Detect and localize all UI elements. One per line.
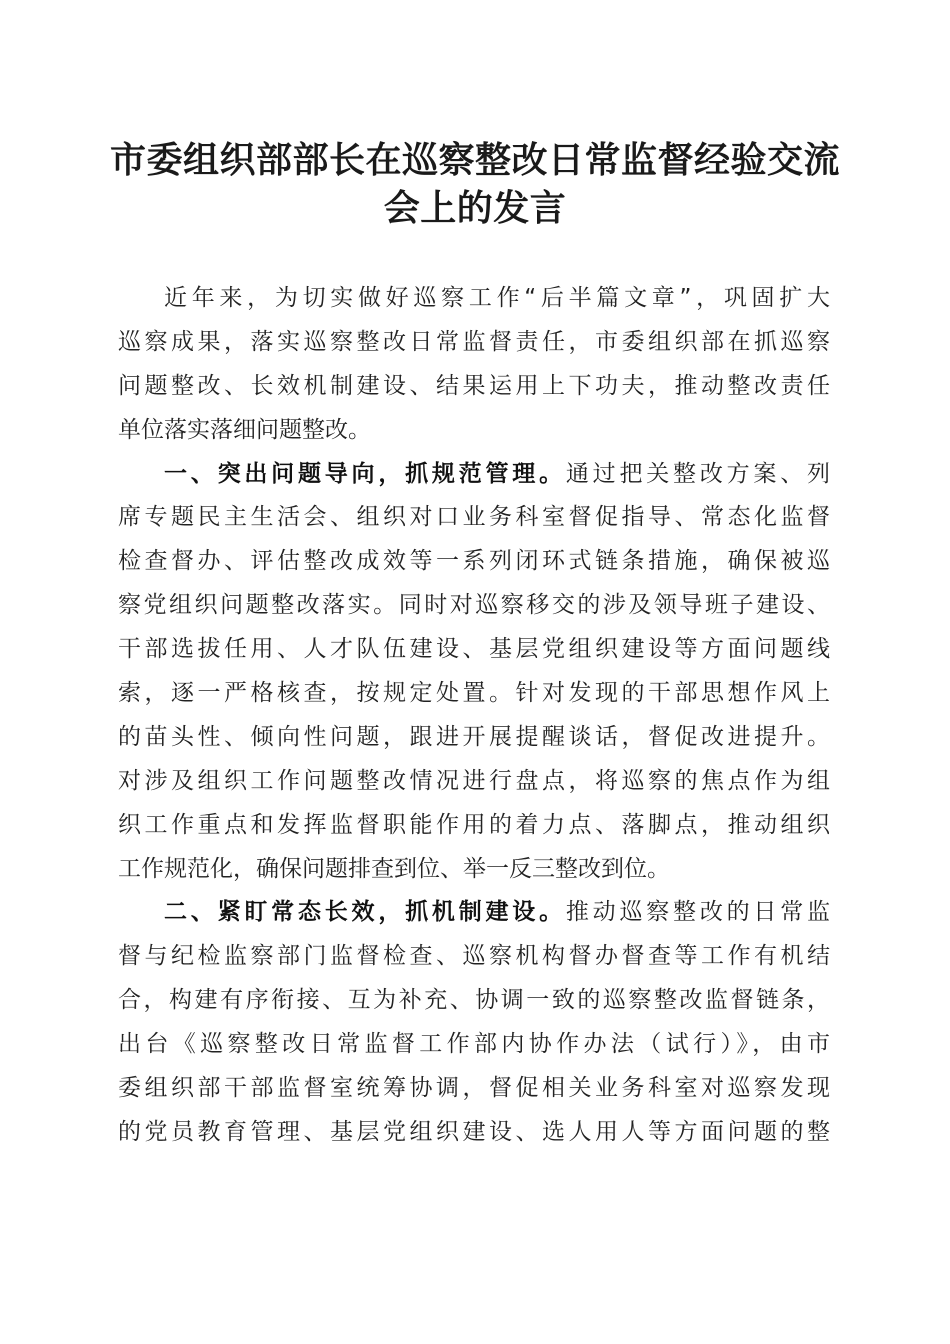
- title-line-1: 市委组织部部长在巡察整改日常监督经验交流: [109, 139, 840, 181]
- paragraph-line: 的党员教育管理、基层党组织建设、选人用人等方面问题的整: [118, 1118, 830, 1145]
- section-1-first-line: [118, 453, 830, 497]
- section-2: [118, 891, 830, 1154]
- paragraph-line: 单位落实落细问题整改。: [118, 416, 371, 443]
- section-1-first-line-text: 通过把关整改方案、列: [565, 460, 831, 487]
- section-2-first-line: [118, 891, 830, 935]
- paragraph-line: 席专题民主生活会、组织对口业务科室督促指导、常态化监督: [118, 504, 830, 531]
- paragraph-line: 对涉及组织工作问题整改情况进行盘点，将巡察的焦点作为组: [118, 767, 830, 794]
- paragraph-line: 干部选拔任用、人才队伍建设、基层党组织建设等方面问题线: [118, 636, 830, 663]
- paragraph-line: 近年来，为切实做好巡察工作“后半篇文章”，巩固扩大: [164, 285, 830, 311]
- title-line-2: 会上的发言: [383, 187, 567, 229]
- section-2-first-line-text: 推动巡察整改的日常监: [565, 899, 831, 926]
- section-2-heading: 二、紧盯常态长效，抓机制建设。: [164, 899, 566, 926]
- paragraph-line: 索，逐一严格核查，按规定处置。针对发现的干部思想作风上: [118, 680, 830, 707]
- paragraph-intro: [118, 277, 830, 453]
- document-title: [100, 136, 850, 232]
- paragraph-line: 织工作重点和发挥监督职能作用的着力点、落脚点，推动组织: [118, 811, 830, 838]
- paragraph-line: 察党组织问题整改落实。同时对巡察移交的涉及领导班子建设、: [118, 592, 830, 619]
- paragraph-line: 问题整改、长效机制建设、结果运用上下功夫，推动整改责任: [118, 372, 830, 399]
- paragraph-line: 工作规范化，确保问题排查到位、举一反三整改到位。: [118, 855, 670, 882]
- document-body: [118, 277, 830, 1155]
- paragraph-line: 合，构建有序衔接、互为补充、协调一致的巡察整改监督链条，: [118, 987, 830, 1014]
- section-1: [118, 453, 830, 892]
- paragraph-line: 的苗头性、倾向性问题，跟进开展提醒谈话，督促改进提升。: [118, 723, 830, 750]
- paragraph-line: 督与纪检监察部门监督检查、巡察机构督办督查等工作有机结: [118, 943, 830, 970]
- paragraph-line: 巡察成果，落实巡察整改日常监督责任，市委组织部在抓巡察: [118, 328, 830, 355]
- paragraph-line: 检查督办、评估整改成效等一系列闭环式链条措施，确保被巡: [118, 548, 830, 575]
- paragraph-line: 出台《巡察整改日常监督工作部内协作办法（试行）》，由市: [118, 1031, 830, 1058]
- section-1-heading: 一、突出问题导向，抓规范管理。: [164, 460, 566, 487]
- paragraph-line: 委组织部干部监督室统筹协调，督促相关业务科室对巡察发现: [118, 1075, 830, 1102]
